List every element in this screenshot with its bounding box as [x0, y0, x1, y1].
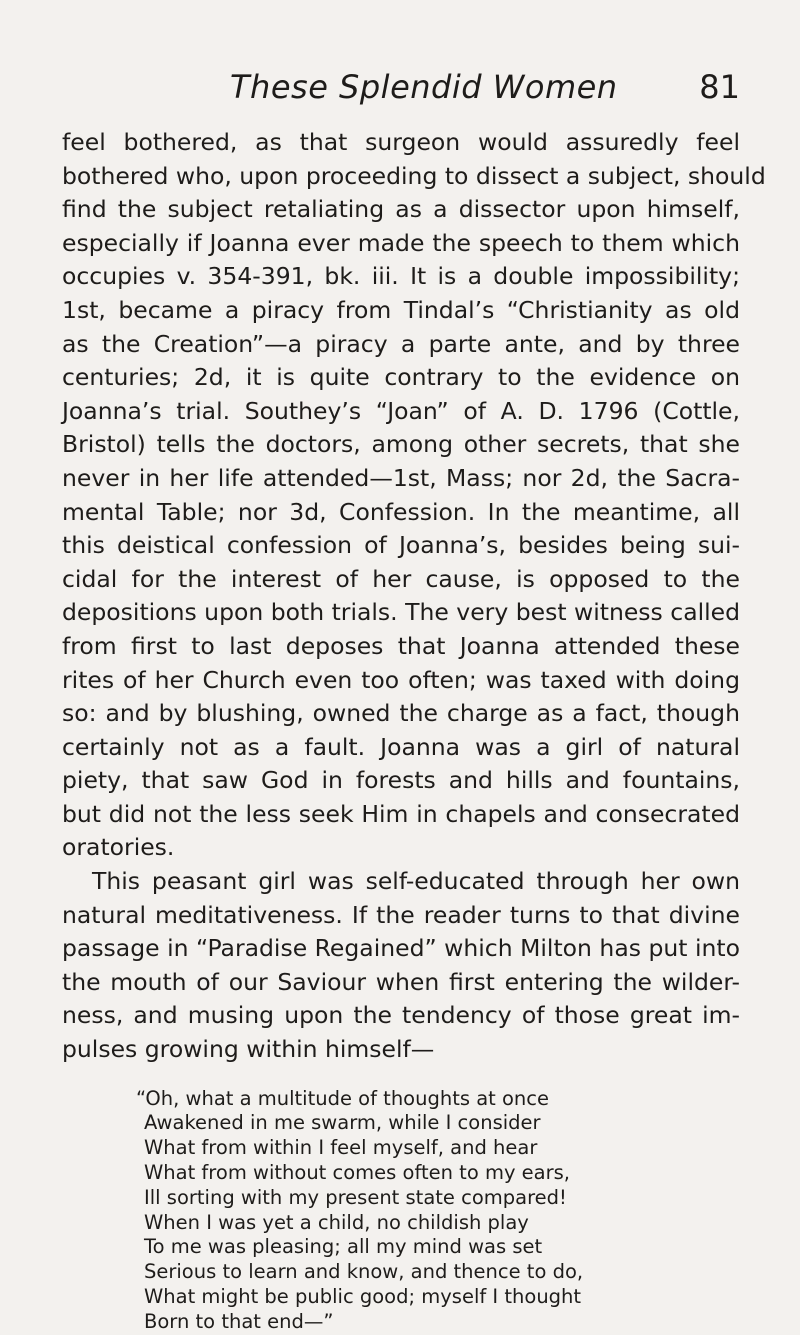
text-line: certainly not as a fault. Joanna was a girl of natural — [62, 732, 740, 761]
quote-line: What might be public good; myself I thought — [144, 1285, 582, 1308]
page-number: 81 — [699, 68, 740, 106]
text-line: Joanna’s trial. Southey’s “Joan” of A. D. 1796 (Cottle, — [62, 396, 740, 425]
quote-line: To me was pleasing; all my mind was set — [144, 1235, 543, 1259]
text-line: so: and by blushing, owned the charge as a fact, though — [62, 699, 740, 728]
text-line: natural meditativeness. If the reader turns to that divine — [62, 900, 740, 929]
quote-line: Awakened in me swarm, while I consider — [144, 1111, 541, 1135]
text-line: as the Creation”—a piracy a parte ante, and by three — [62, 329, 740, 358]
text-line: feel bothered, as that surgeon would assuredly feel — [62, 128, 740, 156]
text-line: This peasant girl was self-educated through her own — [92, 867, 740, 896]
text-line: occupies v. 354-391, bk. iii. It is a double impossibility; — [62, 262, 740, 291]
text-line: find the subject retaliating as a dissector upon himself, — [62, 195, 740, 224]
quote-line: What from within I feel myself, and hear — [144, 1136, 538, 1160]
quote-line: When I was yet a child, no childish play — [144, 1210, 529, 1234]
text-line: ness, and musing upon the tendency of those great im- — [62, 1001, 740, 1030]
text-line: depositions upon both trials. The very best witness called — [62, 598, 741, 627]
book-page — [62, 68, 766, 1335]
quote-line: “Oh, what a multitude of thoughts at once — [136, 1086, 550, 1110]
text-line: oratories. — [62, 833, 175, 862]
body-text — [62, 126, 766, 1067]
running-title: These Splendid Women — [230, 68, 618, 106]
running-head — [62, 68, 740, 114]
text-line: pulses growing within himself— — [62, 1035, 435, 1064]
text-line: never in her life attended—1st, Mass; nor 2d, the Sacra- — [62, 463, 740, 492]
quote-line: Born to that end—” — [144, 1309, 334, 1333]
quote-line: What from without comes often to my ears, — [144, 1161, 571, 1185]
text-line: bothered who, upon proceeding to dissect a subject, should — [62, 161, 766, 190]
quote-line: Ill sorting with my present state compared! — [144, 1185, 567, 1209]
text-line: Bristol) tells the doctors, among other secrets, that she — [62, 430, 740, 459]
text-line: mental Table; nor 3d, Confession. In the meantime, all — [62, 497, 740, 526]
text-line: the mouth of our Saviour when first entering the wilder- — [62, 967, 740, 996]
text-line: passage in “Paradise Regained” which Milton has put into — [62, 934, 740, 963]
text-line: cidal for the interest of her cause, is opposed to the — [62, 564, 740, 593]
text-line: especially if Joanna ever made the speech to them which — [62, 228, 740, 257]
text-line: rites of her Church even too often; was taxed with doing — [62, 665, 740, 694]
text-line: piety, that saw God in forests and hills and fountains, — [62, 766, 740, 795]
text-line: centuries; 2d, it is quite contrary to the evidence on — [62, 363, 740, 392]
text-line: but did not the less seek Him in chapels and consecrated — [62, 799, 740, 828]
text-line: from first to last deposes that Joanna attended these — [62, 631, 740, 660]
text-line: 1st, became a piracy from Tindal’s “Christianity as old — [62, 295, 740, 324]
quote-line: Serious to learn and know, and thence to do, — [144, 1260, 584, 1284]
block-quote — [136, 1086, 644, 1335]
text-line: this deistical confession of Joanna’s, besides being sui- — [62, 531, 740, 560]
